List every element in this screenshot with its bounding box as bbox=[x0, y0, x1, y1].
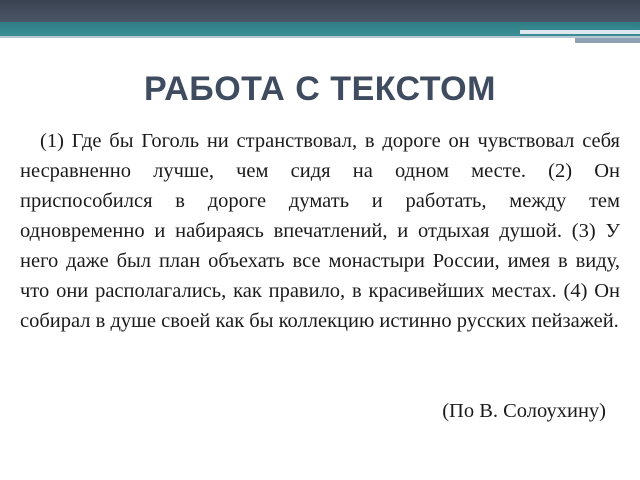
text-source-attribution: (По В. Солоухину) bbox=[442, 400, 606, 422]
header-band-dark bbox=[0, 0, 640, 22]
slide-body-text: (1) Где бы Гоголь ни странствовал, в дороге он чувствовал себя несравненно лучше, чем сидя на одном месте. (2) Он приспособился в дороге думать и работать, между тем одновременно и набираясь впечатлений, и отдыхая душой. (3) У него даже был план объехать все монастыри России, имея в виду, что они располагались, как правило, в красивейших местах. (4) Он собирал в душе своей как бы коллекцию истинно русских пейзажей. bbox=[20, 130, 620, 332]
header-accent-block bbox=[575, 38, 640, 43]
slide-title: РАБОТА С ТЕКСТОМ bbox=[144, 70, 496, 108]
header-accent-line bbox=[520, 30, 640, 34]
header-divider-line bbox=[0, 36, 640, 38]
